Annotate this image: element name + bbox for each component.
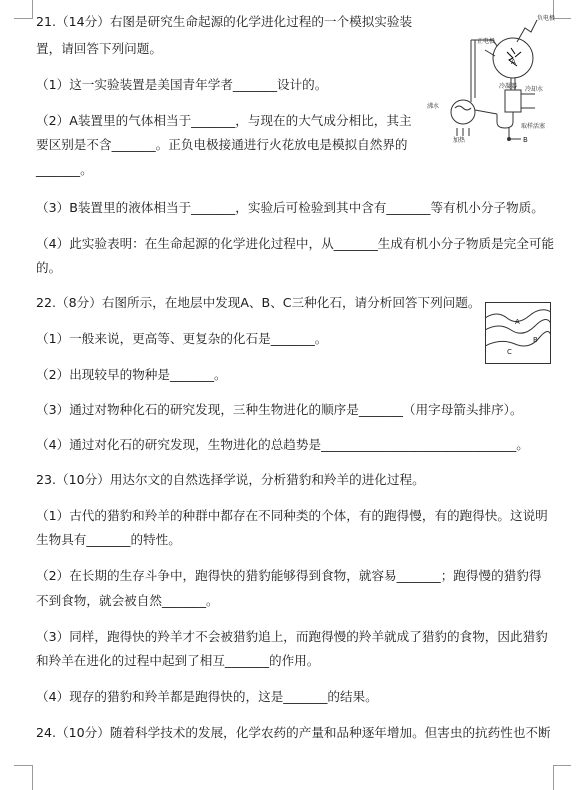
q23-sub4: （4）现存的猎豹和羚羊都是跑得快的，这是_______的结果。 xyxy=(36,689,378,704)
fig-label-boiling-water: 沸水 xyxy=(427,103,440,110)
q23-sub2-line2: 不到食物，就会被自然_______。 xyxy=(36,593,219,608)
q22-sub3: （3）通过对物种化石的研究发现，三种生物进化的顺序是_______（用字母箭头排序）。 xyxy=(36,402,523,417)
q21-sub2-line1: （2）A装置里的气体相当于_______，与现在的大气成分相比，其主 xyxy=(36,113,412,128)
fig-label-a: A xyxy=(511,58,516,66)
fig-label-sampling-cock: 取样活塞 xyxy=(521,123,546,130)
crop-mark-tl-v xyxy=(32,0,33,19)
q22-sub4: （4）通过对化石的研究发现，生物进化的总趋势是_______________________________。 xyxy=(36,437,529,452)
fig-label-negative-electrode: 负电极 xyxy=(537,15,556,22)
fig-label-positive-electrode: 正电极 xyxy=(477,38,496,45)
rock-strata-figure xyxy=(485,302,551,364)
q21-sub2-line3: _______。 xyxy=(36,162,93,177)
crop-mark-bl-v xyxy=(32,765,33,790)
q23-intro: 23.（10分）用达尔文的自然选择学说，分析猎豹和羚羊的进化过程。 xyxy=(36,472,425,487)
q21-sub3: （3）B装置里的液体相当于_______，实验后可检验到其中含有_______等有机小分子物质。 xyxy=(36,200,544,215)
crop-mark-bl-h xyxy=(14,765,32,766)
q23-sub1-line2: 生物具有_______的特性。 xyxy=(36,532,181,547)
crop-mark-br-v xyxy=(553,765,554,790)
strata-label-b: B xyxy=(533,336,538,344)
fig-label-condenser: 冷凝器 xyxy=(499,83,518,90)
q21-sub4-line1: （4）此实验表明：在生命起源的化学进化过程中，从_______生成有机小分子物质是完全可能 xyxy=(36,236,555,251)
q22-intro: 22.（8分）右图所示，在地层中发现A、B、C三种化石，请分析回答下列问题。 xyxy=(36,295,481,310)
q24-intro: 24.（10分）随着科学技术的发展，化学农药的产量和品种逐年增加。但害虫的抗药性也不断 xyxy=(36,725,551,740)
q21-intro-line2: 置，请回答下列问题。 xyxy=(36,41,162,56)
q21-sub4-line2: 的。 xyxy=(36,260,62,275)
q21-sub1: （1）这一实验装置是美国青年学者_______设计的。 xyxy=(36,77,328,92)
q23-sub1-line1: （1）古代的猎豹和羚羊的种群中都存在不同种类的个体，有的跑得慢，有的跑得快。这说明 xyxy=(36,508,548,523)
crop-mark-br-h xyxy=(553,765,571,766)
q21-sub2-line2: 要区别是不含_______。正负电极接通进行火花放电是模拟自然界的 xyxy=(36,137,408,152)
strata-label-c: C xyxy=(507,348,512,356)
miller-apparatus-figure xyxy=(425,10,560,145)
q21-intro-line1: 21.（14分）右图是研究生命起源的化学进化过程的一个模拟实验装 xyxy=(36,14,413,29)
fig-label-b: B xyxy=(523,136,528,144)
q23-sub3-line2: 和羚羊在进化的过程中起到了相互_______的作用。 xyxy=(36,653,320,668)
strata-label-a: A xyxy=(515,318,520,326)
fig-label-cooling-water: 冷却水 xyxy=(525,86,544,93)
q23-sub2-line1: （2）在长期的生存斗争中，跑得快的猎豹能够得到食物，就容易_______；跑得慢的猎豹得 xyxy=(36,568,542,583)
q22-sub1: （1）一般来说，更高等、更复杂的化石是_______。 xyxy=(36,331,328,346)
fig-label-heating: 加热 xyxy=(453,137,466,144)
q22-sub2: （2）出现较早的物种是_______。 xyxy=(36,367,227,382)
crop-mark-tl-h xyxy=(14,18,32,19)
q23-sub3-line1: （3）同样，跑得快的羚羊才不会被猎豹追上，而跑得慢的羚羊就成了猎豹的食物，因此猎豹 xyxy=(36,629,548,644)
